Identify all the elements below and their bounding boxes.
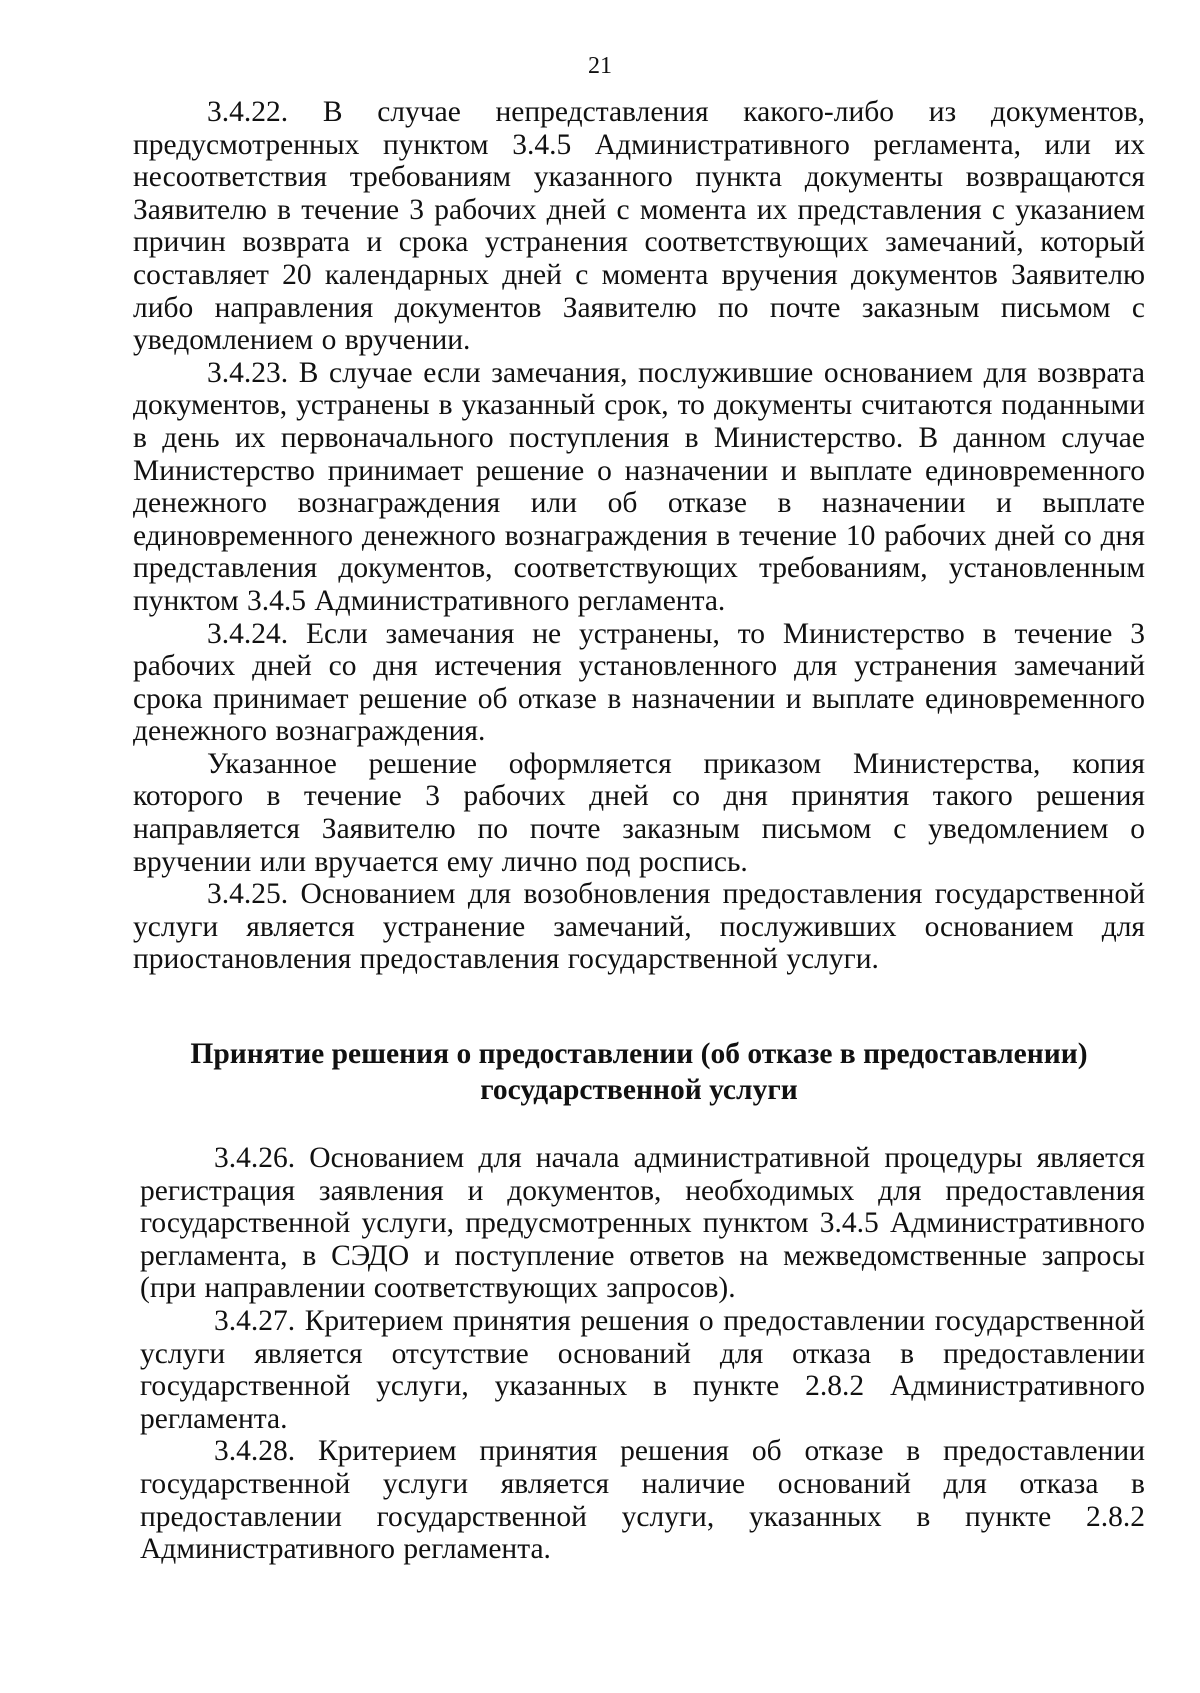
section-heading-line-1: Принятие решения о предоставлении (об отказе в предоставлении) bbox=[190, 1038, 1088, 1070]
paragraph-3-4-25: 3.4.25. Основанием для возобновления предоставления государственной услуги является устранение замечаний, послуживших основанием для приостановления предоставления государственной услуги. bbox=[133, 878, 1145, 976]
section-after-heading bbox=[140, 1142, 1145, 1566]
paragraph-3-4-22: 3.4.22. В случае непредставления какого-либо из документов, предусмотренных пунктом 3.4.5 Административного регламента, или их несоответствия требованиям указанного пункта документы возвращаются Заявителю в течение 3 рабочих дней с момента их представления с указанием причин возврата и срока устранения соответствующих замечаний, который составляет 20 календарных дней с момента вручения документов Заявителю либо направления документов Заявителю по почте заказным письмом с уведомлением о вручении. bbox=[133, 96, 1145, 357]
page-number: 21 bbox=[588, 53, 612, 79]
paragraph-3-4-26: 3.4.26. Основанием для начала административной процедуры является регистрация заявления и документов, необходимых для предоставления государственной услуги, предусмотренных пунктом 3.4.5 Административного регламента, в СЭДО и поступление ответов на межведомственные запросы (при направлении соответствующих запросов). bbox=[140, 1142, 1145, 1305]
section-heading bbox=[133, 1036, 1145, 1108]
section-before-heading bbox=[133, 96, 1145, 976]
paragraph-3-4-27: 3.4.27. Критерием принятия решения о предоставлении государственной услуги является отсутствие оснований для отказа в предоставлении государственной услуги, указанных в пункте 2.8.2 Административного регламента. bbox=[140, 1304, 1145, 1435]
paragraph-3-4-23: 3.4.23. В случае если замечания, послужившие основанием для возврата документов, устранены в указанный срок, то документы считаются поданными в день их первоначального поступления в Министерство. В данном случае Министерство принимает решение о назначении и выплате единовременного денежного вознаграждения или об отказе в назначении и выплате единовременного денежного вознаграждения в течение 10 рабочих дней со дня представления документов, соответствующих требованиям, установленным пунктом 3.4.5 Административного регламента. bbox=[133, 356, 1145, 617]
paragraph-3-4-28: 3.4.28. Критерием принятия решения об отказе в предоставлении государственной услуги является наличие оснований для отказа в предоставлении государственной услуги, указанных в пункте 2.8.2 Административного регламента. bbox=[140, 1435, 1145, 1566]
section-heading-line-2: государственной услуги bbox=[480, 1074, 798, 1106]
paragraph-3-4-24: 3.4.24. Если замечания не устранены, то Министерство в течение 3 рабочих дней со дня истечения установленного для устранения замечаний срока принимает решение об отказе в назначении и выплате единовременного денежного вознаграждения. bbox=[133, 617, 1145, 748]
paragraph-decision-order: Указанное решение оформляется приказом Министерства, копия которого в течение 3 рабочих дней со дня принятия такого решения направляется Заявителю по почте заказным письмом с уведомлением о вручении или вручается ему лично под роспись. bbox=[133, 747, 1145, 878]
